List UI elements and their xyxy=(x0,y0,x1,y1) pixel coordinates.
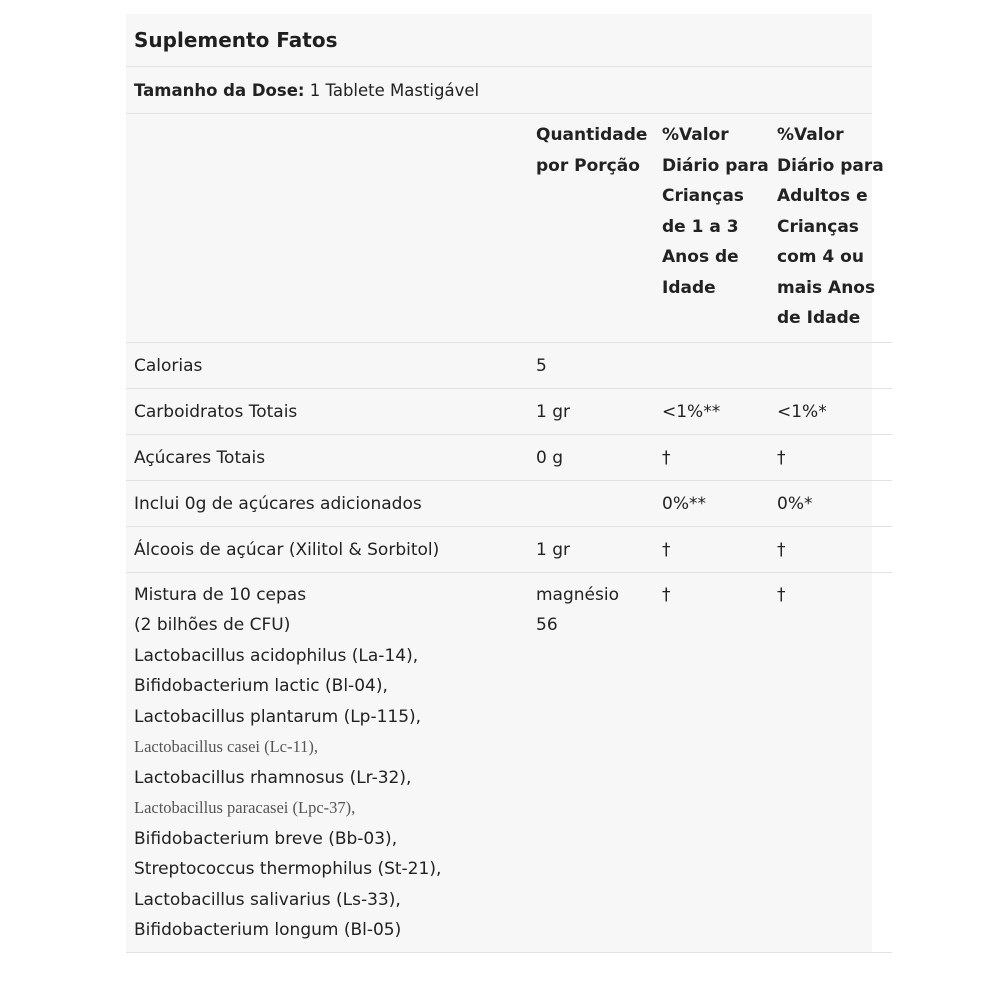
table-row xyxy=(126,342,892,388)
nutrient-dv-adults: <1%* xyxy=(777,388,892,434)
panel-title: Suplemento Fatos xyxy=(134,28,338,52)
nutrient-amount: 1 gr xyxy=(536,526,662,572)
nutrient-dv-adults: † xyxy=(777,434,892,480)
nutrient-dv-adults: 0%* xyxy=(777,480,892,526)
blend-line: Lactobacillus casei (Lc-11), xyxy=(134,737,319,756)
blend-line: (2 bilhões de CFU) xyxy=(134,615,291,635)
serving-size-label: Tamanho da Dose: xyxy=(134,80,305,100)
blend-line: Bifidobacterium breve (Bb-03), xyxy=(134,828,398,849)
blend-amount-line: magnésio xyxy=(536,584,619,605)
facts-table xyxy=(126,114,892,953)
nutrient-dv-children xyxy=(662,342,777,388)
nutrient-name: Calorias xyxy=(126,342,536,388)
header-dv-adults: %Valor Diário para Adultos e Crianças com 4 ou mais Anos de Idade xyxy=(777,114,892,342)
nutrient-dv-children: † xyxy=(662,434,777,480)
blend-line: Mistura de 10 cepas xyxy=(134,584,307,605)
blend-line: Lactobacillus salivarius (Ls-33), xyxy=(134,889,401,910)
nutrient-name: Inclui 0g de açúcares adicionados xyxy=(126,480,536,526)
blend-line: Lactobacillus plantarum (Lp-115), xyxy=(134,706,422,727)
table-row xyxy=(126,388,892,434)
nutrient-amount: 0 g xyxy=(536,434,662,480)
blend-line: Lactobacillus acidophilus (La-14), xyxy=(134,645,419,666)
blend-line: Streptococcus thermophilus (St-21), xyxy=(134,859,442,879)
nutrient-dv-children: † xyxy=(662,526,777,572)
title-row xyxy=(126,14,872,67)
nutrient-amount: 1 gr xyxy=(536,388,662,434)
blend-ingredients xyxy=(126,572,536,952)
nutrient-name: Carboidratos Totais xyxy=(126,388,536,434)
blend-line: Bifidobacterium lactic (Bl-04), xyxy=(134,676,388,696)
serving-size-row xyxy=(126,67,872,114)
blend-amount-line: 56 xyxy=(536,615,558,635)
nutrient-amount: 5 xyxy=(536,342,662,388)
header-row xyxy=(126,114,892,342)
table-row xyxy=(126,480,892,526)
blend-amount xyxy=(536,572,662,952)
nutrient-name: Álcoois de açúcar (Xilitol & Sorbitol) xyxy=(126,526,536,572)
serving-size-value: 1 Tablete Mastigável xyxy=(304,80,480,100)
blend-dv-adults: † xyxy=(777,572,892,952)
nutrient-amount xyxy=(536,480,662,526)
table-row xyxy=(126,434,892,480)
nutrient-dv-adults: † xyxy=(777,526,892,572)
nutrient-name: Açúcares Totais xyxy=(126,434,536,480)
nutrient-dv-children: <1%** xyxy=(662,388,777,434)
table-row xyxy=(126,526,892,572)
supplement-facts-panel xyxy=(126,14,884,953)
nutrient-dv-children: 0%** xyxy=(662,480,777,526)
nutrient-dv-adults xyxy=(777,342,892,388)
header-dv-children: %Valor Diário para Crianças de 1 a 3 Anos de Idade xyxy=(662,114,777,342)
blend-line: Lactobacillus paracasei (Lpc-37), xyxy=(134,798,356,817)
blend-line: Bifidobacterium longum (Bl-05) xyxy=(134,920,402,940)
header-empty-cell xyxy=(126,114,536,342)
blend-row xyxy=(126,572,892,952)
blend-dv-children: † xyxy=(662,572,777,952)
blend-line: Lactobacillus rhamnosus (Lr-32), xyxy=(134,767,412,788)
header-amount: Quantidade por Porção xyxy=(536,114,662,342)
